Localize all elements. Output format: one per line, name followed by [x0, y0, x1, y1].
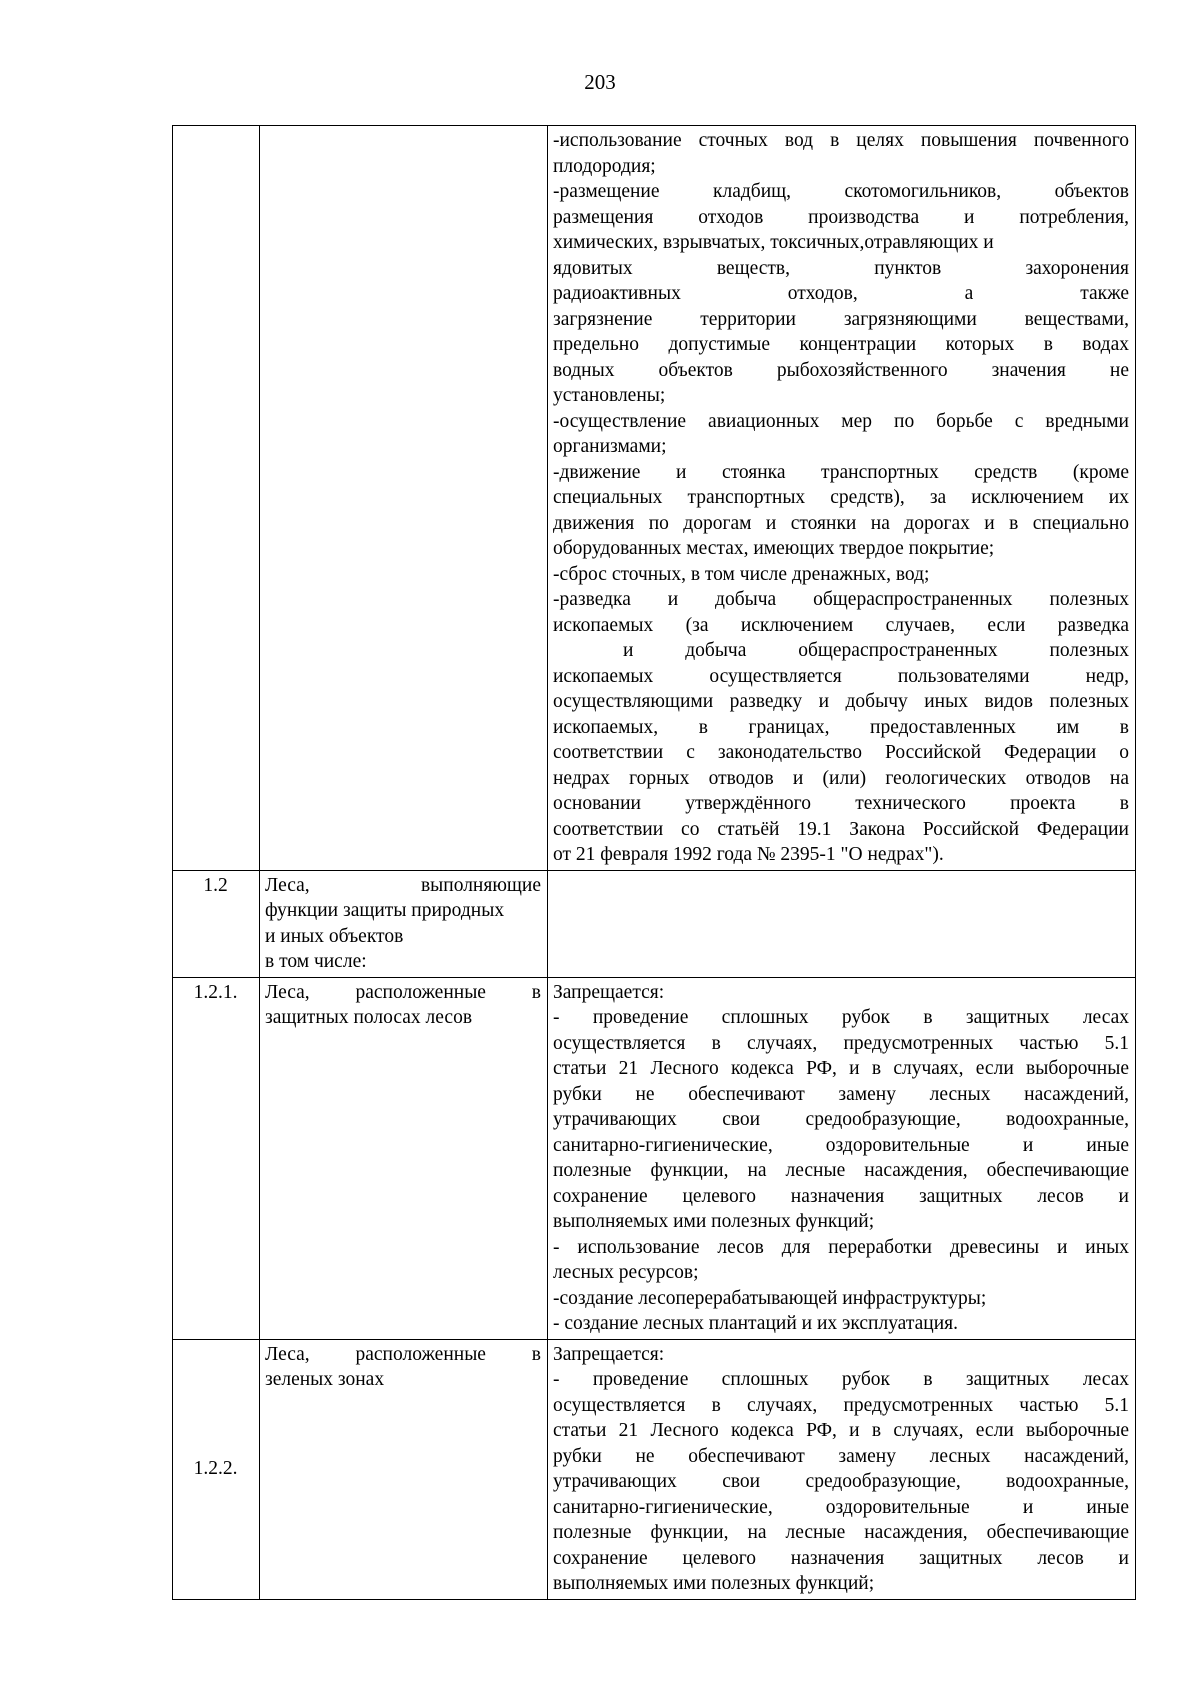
text-line: и добыча общераспространенных полезных [623, 640, 1129, 661]
text-line: осуществляющими разведку и добычу иных видов полезных [553, 691, 1129, 712]
text-line: -использование сточных вод в целях повышения почвенного [553, 130, 1129, 151]
text-line: Запрещается: [553, 981, 665, 1003]
text-line: -осуществление авиационных мер по борьбе с вредными [553, 410, 1129, 432]
page-number: 203 [584, 70, 616, 94]
text-line: -движение и стоянка транспортных средств (кроме [553, 461, 1129, 483]
forest-category-cell [260, 126, 548, 871]
text-line: санитарно-гигиенические, оздоровительные и иные [553, 1496, 1129, 1518]
text-line: статьи 21 Лесного кодекса РФ, и в случаях, если выборочные [553, 1058, 1129, 1079]
text-line: соответствии с законодательство Российской Федерации о [553, 742, 1129, 763]
text-line: ископаемых осуществляется пользователями недр, [553, 665, 1129, 687]
text-line: Запрещается: [553, 1343, 665, 1365]
table-row [173, 1339, 1136, 1599]
forest-category-cell [260, 977, 548, 1339]
text-line: ископаемых (за исключением случаев, если разведка [553, 614, 1129, 636]
text-line: загрязнение территории загрязняющими веществами, [553, 308, 1129, 330]
text-line: полезные функции, на лесные насаждения, обеспечивающие [553, 1160, 1129, 1181]
text-line: защитных полосах лесов [265, 1007, 473, 1028]
table-row [173, 126, 1136, 871]
text-line: специальных транспортных средств), за исключением их [553, 487, 1129, 508]
restrictions-cell [548, 1339, 1136, 1599]
text-line: радиоактивных отходов, а также [553, 283, 1129, 304]
text-line: рубки не обеспечивают замену лесных насаждений, [553, 1445, 1129, 1467]
forest-category-cell [260, 1339, 548, 1599]
text-line: выполняемых ими полезных функций; [553, 1573, 875, 1594]
text-line: недрах горных отводов и (или) геологических отводов на [553, 767, 1129, 789]
regulations-table [172, 125, 1136, 1600]
text-line: -сброс сточных, в том числе дренажных, вод; [553, 563, 930, 585]
text-line: осуществляется в случаях, предусмотренных частью 5.1 [553, 1394, 1129, 1416]
text-line: в том числе: [265, 951, 367, 972]
restrictions-cell [548, 126, 1136, 871]
text-line: - проведение сплошных рубок в защитных лесах [553, 1369, 1129, 1390]
text-line: зеленых зонах [265, 1369, 385, 1390]
text-line: Леса, выполняющие [265, 874, 541, 896]
text-line: организмами; [553, 436, 667, 457]
text-line: санитарно-гигиенические, оздоровительные и иные [553, 1134, 1129, 1156]
text-line: - проведение сплошных рубок в защитных лесах [553, 1007, 1129, 1028]
text-line: статьи 21 Лесного кодекса РФ, и в случаях, если выборочные [553, 1420, 1129, 1441]
text-line: размещения отходов производства и потребления, [553, 206, 1129, 228]
text-line: - использование лесов для переработки древесины и иных [553, 1236, 1129, 1258]
restrictions-cell [548, 977, 1136, 1339]
text-line: ядовитых веществ, пунктов захоронения [553, 257, 1129, 279]
text-line: и иных объектов [265, 925, 404, 947]
row-number-cell [173, 126, 260, 871]
text-line: -разведка и добыча общераспространенных полезных [553, 589, 1129, 610]
text-line: утрачивающих свои средообразующие, водоохранные, [553, 1471, 1129, 1492]
text-line: оборудованных местах, имеющих твердое покрытие; [553, 538, 995, 559]
text-line: ископаемых, в границах, предоставленных им в [553, 716, 1129, 738]
text-line: функции защиты природных [265, 900, 505, 921]
text-line: сохранение целевого назначения защитных лесов и [553, 1547, 1129, 1569]
text-line: предельно допустимые концентрации которых в водах [553, 334, 1129, 355]
row-number-cell: 1.2 [173, 870, 260, 977]
text-line: Леса, расположенные в [265, 1343, 541, 1365]
text-line: основании утверждённого технического проекта в [553, 793, 1129, 814]
table-row [173, 977, 1136, 1339]
text-line: выполняемых ими полезных функций; [553, 1211, 875, 1232]
text-line: полезные функции, на лесные насаждения, обеспечивающие [553, 1522, 1129, 1543]
text-line: установлены; [553, 385, 666, 406]
text-line: рубки не обеспечивают замену лесных насаждений, [553, 1083, 1129, 1105]
row-number-cell: 1.2.1. [173, 977, 260, 1339]
text-line: химических, взрывчатых, токсичных,отравляющих и [553, 232, 994, 253]
text-line: -создание лесоперерабатывающей инфраструктуры; [553, 1287, 987, 1309]
text-line: утрачивающих свои средообразующие, водоохранные, [553, 1109, 1129, 1130]
text-line: движения по дорогам и стоянки на дорогах и в специально [553, 512, 1129, 534]
restrictions-cell [548, 870, 1136, 977]
text-line: плодородия; [553, 155, 656, 177]
text-line: водных объектов рыбохозяйственного значения не [553, 359, 1129, 381]
table-row [173, 870, 1136, 977]
text-line: от 21 февраля 1992 года № 2395-1 "О недрах"). [553, 844, 944, 865]
text-line: соответствии со статьёй 19.1 Закона Российской Федерации [553, 818, 1129, 840]
text-line: сохранение целевого назначения защитных лесов и [553, 1185, 1129, 1207]
forest-category-cell [260, 870, 548, 977]
text-line: Леса, расположенные в [265, 981, 541, 1003]
regulations-table-body [173, 126, 1136, 1600]
row-number-cell: 1.2.2. [173, 1339, 260, 1599]
text-line: -размещение кладбищ, скотомогильников, объектов [553, 181, 1129, 202]
text-line: - создание лесных плантаций и их эксплуатация. [553, 1313, 958, 1334]
text-line: осуществляется в случаях, предусмотренных частью 5.1 [553, 1032, 1129, 1054]
text-line: лесных ресурсов; [553, 1262, 699, 1283]
